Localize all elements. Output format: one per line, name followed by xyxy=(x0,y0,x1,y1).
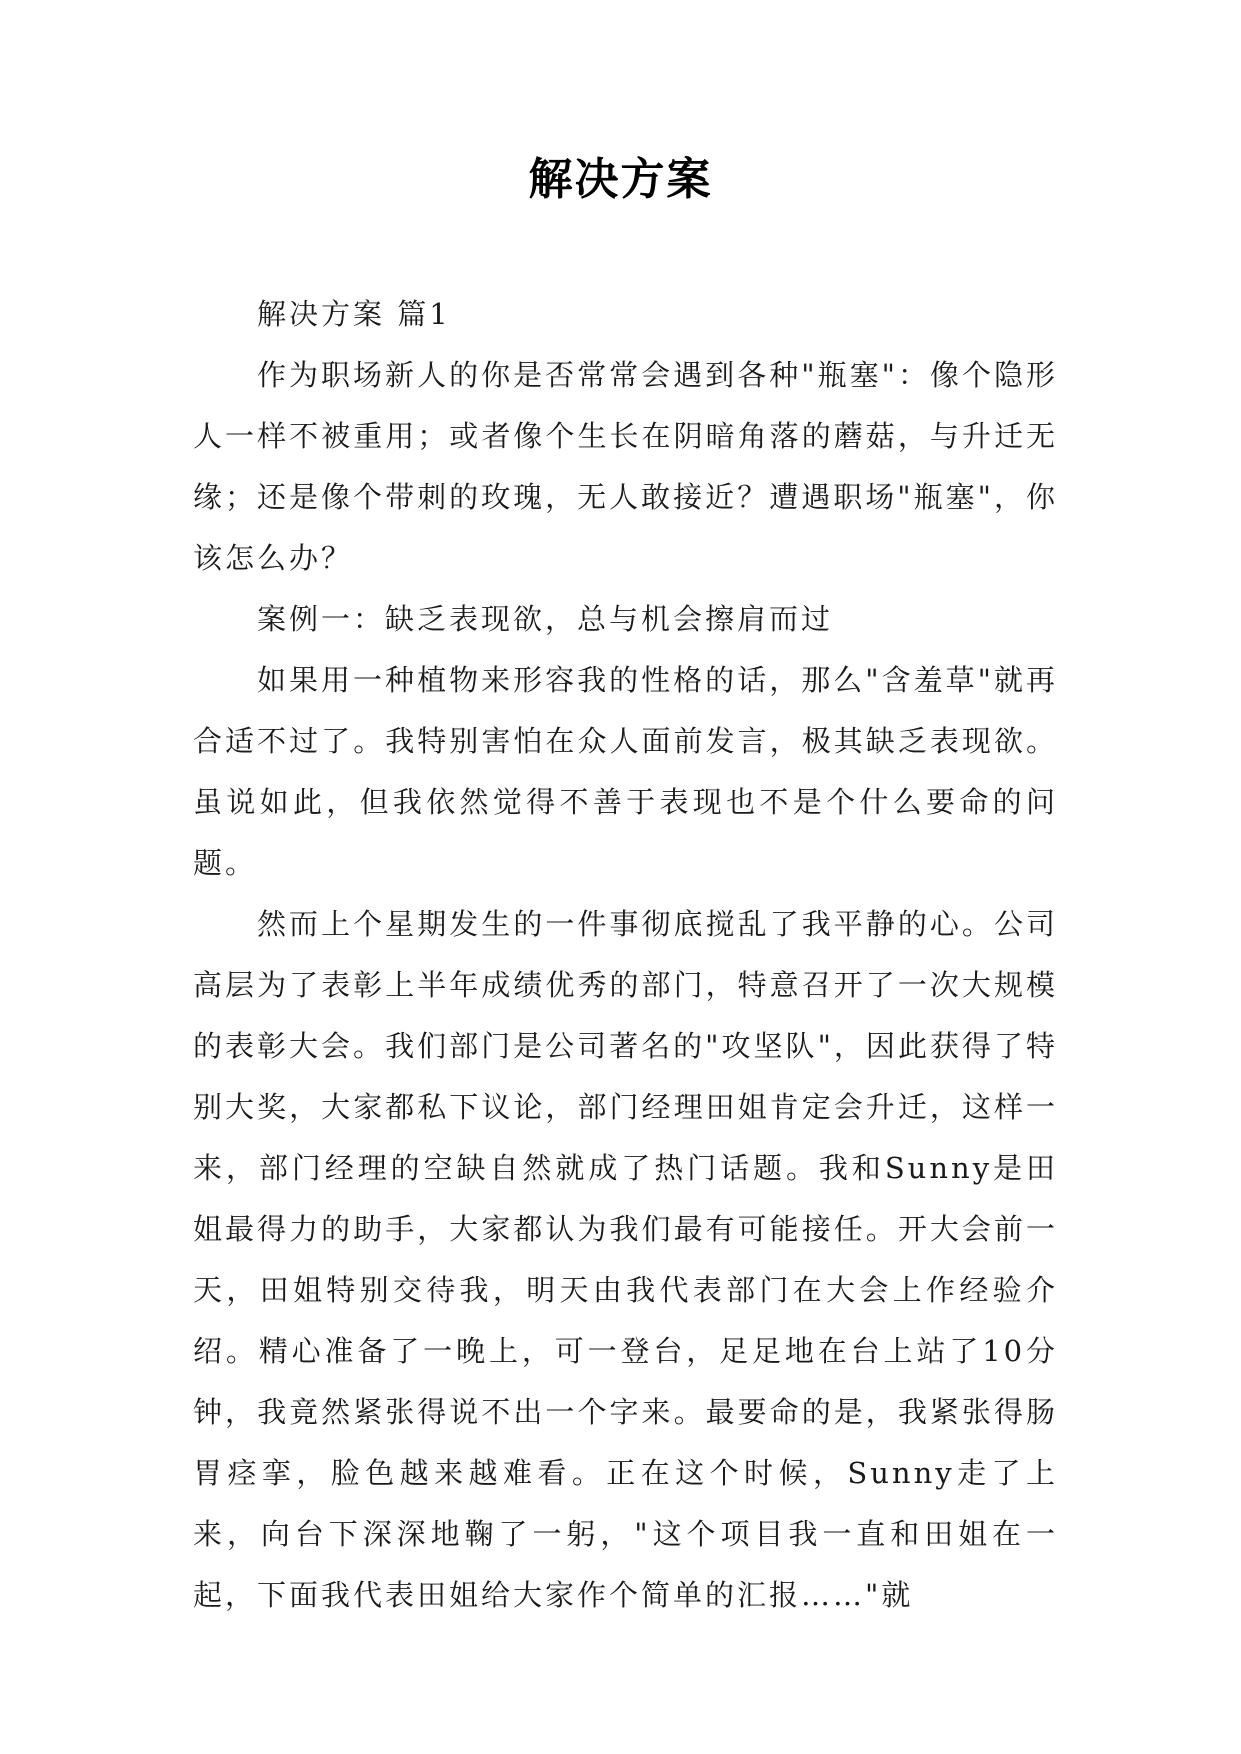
paragraph-intro: 作为职场新人的你是否常常会遇到各种"瓶塞"：像个隐形人一样不被重用；或者像个生长在阴暗角落的蘑菇，与升迁无缘；还是像个带刺的玫瑰，无人敢接近？遭遇职场"瓶塞"，你该怎么办？ xyxy=(193,358,1058,575)
paragraph-case-story: 然而上个星期发生的一件事彻底搅乱了我平静的心。公司高层为了表彰上半年成绩优秀的部门，特意召开了一次大规模的表彰大会。我们部门是公司著名的"攻坚队"，因此获得了特别大奖，大家都私下议论，部门经理田姐肯定会升迁，这样一来，部门经理的空缺自然就成了热门话题。我和Sunny是田姐最得力的助手，大家都认为我们最有可能接任。开大会前一天，田姐特别交待我，明天由我代表部门在大会上作经验介绍。精心准备了一晚上，可一登台，足足地在台上站了10分钟，我竟然紧张得说不出一个字来。最要命的是，我紧张得肠胃痉挛，脸色越来越难看。正在这个时候，Sunny走了上来，向台下深深地鞠了一躬，"这个项目我一直和田姐在一起，下面我代表田姐给大家作个简单的汇报……"就 xyxy=(193,907,1058,1612)
document-body xyxy=(193,284,1058,1626)
document-title: 解决方案 xyxy=(528,154,713,205)
paragraph-case-description: 如果用一种植物来形容我的性格的话，那么"含羞草"就再合适不过了。我特别害怕在众人面前发言，极其缺乏表现欲。虽说如此，但我依然觉得不善于表现也不是个什么要命的问题。 xyxy=(193,663,1058,880)
case-heading: 案例一：缺乏表现欲，总与机会擦肩而过 xyxy=(257,602,834,636)
section-heading: 解决方案 篇1 xyxy=(257,297,451,331)
